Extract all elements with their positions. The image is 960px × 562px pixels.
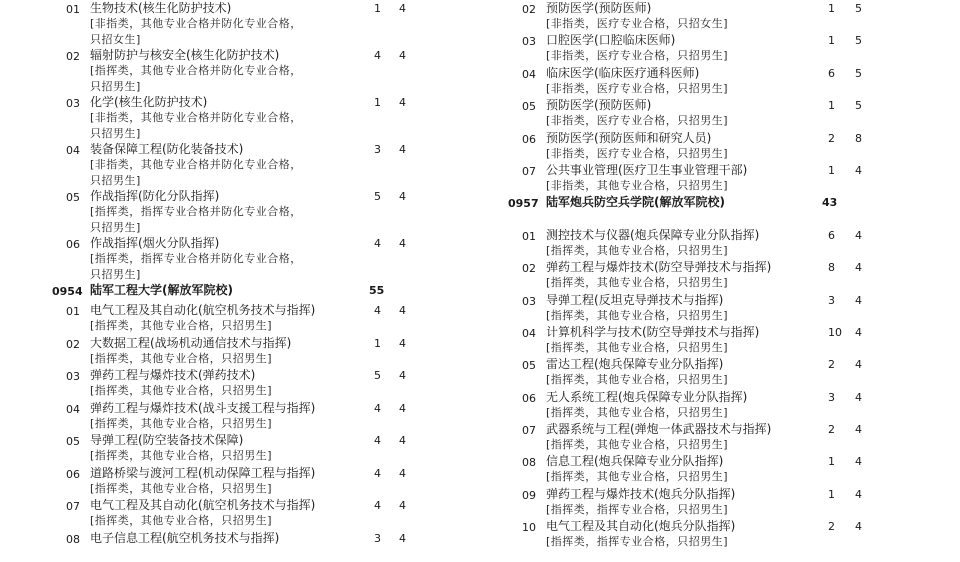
major-name: 辐射防护与核安全(核生化防护技术): [90, 47, 279, 63]
major-note: [指挥类，指挥专业合格并防化专业合格，只招男生]: [90, 204, 305, 235]
major-name: 电子信息工程(航空机务技术与指挥): [90, 530, 279, 546]
study-years: 5: [855, 33, 862, 49]
study-years: 4: [855, 357, 862, 373]
major-name: 无人系统工程(炮兵保障专业分队指挥): [546, 389, 747, 405]
major-code: 02: [522, 261, 552, 277]
major-name: 口腔医学(口腔临床医师): [546, 32, 675, 48]
list-item: [508, 292, 960, 324]
major-code: 03: [522, 34, 552, 50]
plan-count: 10: [828, 325, 842, 341]
plan-count: 1: [828, 163, 835, 179]
major-name: 弹药工程与爆炸技术(防空导弹技术与指挥): [546, 259, 771, 275]
major-code: 10: [522, 520, 552, 536]
study-years: 4: [399, 1, 406, 17]
study-years: 4: [399, 531, 406, 547]
study-years: 4: [399, 142, 406, 158]
major-name: 弹药工程与爆炸技术(战斗支援工程与指挥): [90, 400, 315, 416]
plan-count: 4: [374, 433, 381, 449]
major-name: 弹药工程与爆炸技术(炮兵分队指挥): [546, 486, 735, 502]
list-item: [60, 497, 460, 530]
list-item: [60, 400, 460, 433]
major-note: [非指类，医疗专业合格，只招女生]: [546, 16, 806, 32]
major-note: [指挥类，其他专业合格，只招男生]: [90, 351, 305, 367]
study-years: 4: [399, 401, 406, 417]
plan-count: 8: [828, 260, 835, 276]
plan-count: 1: [828, 33, 835, 49]
major-code: 02: [522, 2, 552, 18]
institution-code: 0957: [508, 196, 539, 212]
major-name: 预防医学(预防医师): [546, 97, 651, 113]
major-note: [非指类，医疗专业合格，只招男生]: [546, 146, 806, 162]
study-years: 8: [855, 131, 862, 147]
major-name: 信息工程(炮兵保障专业分队指挥): [546, 453, 723, 469]
major-name: 预防医学(预防医师): [546, 0, 651, 16]
major-code: 04: [66, 402, 96, 418]
list-item: [508, 389, 960, 421]
major-code: 02: [66, 337, 96, 353]
plan-count: 4: [374, 401, 381, 417]
study-years: 4: [399, 466, 406, 482]
study-years: 4: [399, 336, 406, 352]
major-name: 公共事业管理(医疗卫生事业管理干部): [546, 162, 747, 178]
major-note: [指挥类，其他专业合格，只招男生]: [546, 437, 806, 453]
list-item: [508, 421, 960, 453]
study-years: 5: [855, 66, 862, 82]
plan-count: 1: [828, 98, 835, 114]
major-name: 临床医学(临床医疗通科医师): [546, 65, 699, 81]
study-years: 5: [855, 98, 862, 114]
major-note: [非指类，其他专业合格并防化专业合格，只招女生]: [90, 16, 305, 47]
major-name: 生物技术(核生化防护技术): [90, 0, 231, 16]
plan-count: 4: [374, 303, 381, 319]
major-code: 04: [522, 326, 552, 342]
major-note: [指挥类，其他专业合格，只招男生]: [90, 448, 305, 464]
major-code: 07: [522, 164, 552, 180]
major-code: 01: [66, 2, 96, 18]
major-note: [指挥类，其他专业合格，只招男生]: [546, 275, 806, 291]
study-years: 4: [855, 422, 862, 438]
study-years: 4: [855, 487, 862, 503]
major-name: 化学(核生化防护技术): [90, 94, 207, 110]
major-name: 大数据工程(战场机动通信技术与指挥): [90, 335, 291, 351]
plan-count: 2: [828, 357, 835, 373]
institution-header: [60, 282, 460, 302]
list-item: [508, 518, 960, 550]
major-note: [指挥类，指挥专业合格，只招男生]: [546, 502, 806, 518]
major-note: [指挥类，指挥专业合格并防化专业合格，只招男生]: [90, 251, 305, 282]
list-item: [60, 141, 460, 188]
major-note: [指挥类，指挥专业合格，只招男生]: [546, 534, 806, 550]
list-item: [508, 65, 960, 97]
study-years: 4: [399, 433, 406, 449]
major-code: 02: [66, 49, 96, 65]
study-years: 4: [855, 163, 862, 179]
major-name: 装备保障工程(防化装备技术): [90, 141, 243, 157]
plan-count: 4: [374, 498, 381, 514]
major-note: [指挥类，其他专业合格，只招男生]: [546, 340, 806, 356]
major-name: 雷达工程(炮兵保障专业分队指挥): [546, 356, 723, 372]
plan-count: 3: [374, 142, 381, 158]
plan-count: 1: [374, 95, 381, 111]
major-code: 06: [66, 237, 96, 253]
plan-count: 5: [374, 368, 381, 384]
list-item: [508, 227, 960, 259]
list-item: [508, 356, 960, 388]
plan-count: 3: [374, 531, 381, 547]
major-note: [指挥类，其他专业合格，只招男生]: [90, 513, 305, 529]
plan-count: 1: [828, 454, 835, 470]
major-name: 导弹工程(防空装备技术保障): [90, 432, 243, 448]
institution-name: 陆军工程大学(解放军院校): [90, 282, 233, 298]
major-code: 03: [522, 294, 552, 310]
plan-count: 1: [374, 336, 381, 352]
list-item: [508, 486, 960, 518]
major-code: 04: [66, 143, 96, 159]
major-code: 06: [522, 391, 552, 407]
study-years: 4: [399, 236, 406, 252]
list-item: [508, 324, 960, 356]
major-name: 武器系统与工程(弹炮一体武器技术与指挥): [546, 421, 771, 437]
list-item: [60, 465, 460, 498]
institution-total: 55: [369, 283, 384, 299]
major-note: [指挥类，其他专业合格，只招男生]: [546, 308, 806, 324]
list-item: [508, 259, 960, 291]
study-years: 4: [855, 454, 862, 470]
plan-count: 4: [374, 48, 381, 64]
major-code: 04: [522, 67, 552, 83]
major-code: 01: [522, 229, 552, 245]
plan-count: 1: [828, 487, 835, 503]
plan-count: 1: [828, 1, 835, 17]
major-code: 08: [522, 455, 552, 471]
study-years: 4: [399, 189, 406, 205]
list-item: [60, 47, 460, 94]
list-item: [60, 335, 460, 368]
study-years: 4: [399, 48, 406, 64]
plan-count: 2: [828, 422, 835, 438]
major-note: [非指类，医疗专业合格，只招男生]: [546, 113, 806, 129]
list-item: [60, 367, 460, 400]
institution-name: 陆军炮兵防空兵学院(解放军院校): [546, 194, 725, 210]
plan-count: 4: [374, 466, 381, 482]
major-name: 电气工程及其自动化(航空机务技术与指挥): [90, 497, 315, 513]
major-note: [指挥类，其他专业合格，只招男生]: [90, 383, 305, 399]
major-note: [指挥类，其他专业合格，只招男生]: [546, 469, 806, 485]
study-years: 4: [855, 293, 862, 309]
plan-count: 2: [828, 519, 835, 535]
major-note: [指挥类，其他专业合格并防化专业合格，只招男生]: [90, 63, 305, 94]
plan-count: 4: [374, 236, 381, 252]
list-item: [60, 0, 460, 47]
major-note: [非指类，其他专业合格并防化专业合格，只招男生]: [90, 157, 305, 188]
major-note: [指挥类，其他专业合格，只招男生]: [90, 481, 305, 497]
major-name: 电气工程及其自动化(炮兵分队指挥): [546, 518, 735, 534]
list-item: [60, 302, 460, 335]
list-item: [60, 188, 460, 235]
major-name: 预防医学(预防医师和研究人员): [546, 130, 711, 146]
list-item: [60, 94, 460, 141]
plan-count: 6: [828, 228, 835, 244]
list-item: [508, 162, 960, 194]
major-note: [指挥类，其他专业合格，只招男生]: [546, 405, 806, 421]
list-item: [60, 530, 460, 562]
major-code: 07: [522, 423, 552, 439]
major-code: 03: [66, 369, 96, 385]
left-column: [60, 0, 460, 562]
major-name: 电气工程及其自动化(航空机务技术与指挥): [90, 302, 315, 318]
major-note: [指挥类，其他专业合格，只招男生]: [90, 416, 305, 432]
major-note: [非指类，其他专业合格并防化专业合格，只招男生]: [90, 110, 305, 141]
major-note: [非指类，其他专业合格，只招男生]: [546, 178, 806, 194]
major-name: 导弹工程(反坦克导弹技术与指挥): [546, 292, 723, 308]
major-name: 作战指挥(防化分队指挥): [90, 188, 219, 204]
study-years: 4: [855, 260, 862, 276]
study-years: 4: [855, 325, 862, 341]
right-column: [508, 0, 960, 551]
major-note: [指挥类，其他专业合格，只招男生]: [546, 372, 806, 388]
major-name: 作战指挥(烟火分队指挥): [90, 235, 219, 251]
major-name: 计算机科学与技术(防空导弹技术与指挥): [546, 324, 759, 340]
plan-count: 6: [828, 66, 835, 82]
major-code: 07: [66, 499, 96, 515]
plan-count: 1: [374, 1, 381, 17]
major-code: 03: [66, 96, 96, 112]
major-note: [指挥类，其他专业合格，只招男生]: [90, 318, 305, 334]
plan-count: 3: [828, 390, 835, 406]
study-years: 4: [855, 519, 862, 535]
major-name: 测控技术与仪器(炮兵保障专业分队指挥): [546, 227, 759, 243]
plan-count: 5: [374, 189, 381, 205]
major-code: 06: [522, 132, 552, 148]
institution-header: [508, 194, 960, 226]
list-item: [508, 97, 960, 129]
major-code: 05: [522, 358, 552, 374]
study-years: 5: [855, 1, 862, 17]
study-years: 4: [399, 498, 406, 514]
major-code: 06: [66, 467, 96, 483]
list-item: [508, 130, 960, 162]
study-years: 4: [399, 368, 406, 384]
major-code: 08: [66, 532, 96, 548]
major-code: 09: [522, 488, 552, 504]
major-code: 01: [66, 304, 96, 320]
plan-count: 3: [828, 293, 835, 309]
major-code: 05: [66, 434, 96, 450]
major-name: 道路桥梁与渡河工程(机动保障工程与指挥): [90, 465, 315, 481]
plan-count: 2: [828, 131, 835, 147]
major-note: [非指类，医疗专业合格，只招男生]: [546, 81, 806, 97]
major-note: [非指类，医疗专业合格，只招男生]: [546, 48, 806, 64]
list-item: [60, 432, 460, 465]
list-item: [508, 453, 960, 485]
institution-total: 43: [822, 195, 837, 211]
institution-code: 0954: [52, 284, 83, 300]
major-name: 弹药工程与爆炸技术(弹药技术): [90, 367, 255, 383]
major-code: 05: [66, 190, 96, 206]
study-years: 4: [855, 228, 862, 244]
major-code: 05: [522, 99, 552, 115]
list-item: [60, 235, 460, 282]
study-years: 4: [399, 303, 406, 319]
study-years: 4: [399, 95, 406, 111]
major-note: [指挥类，其他专业合格，只招男生]: [546, 243, 806, 259]
study-years: 4: [855, 390, 862, 406]
list-item: [508, 0, 960, 32]
list-item: [508, 32, 960, 64]
